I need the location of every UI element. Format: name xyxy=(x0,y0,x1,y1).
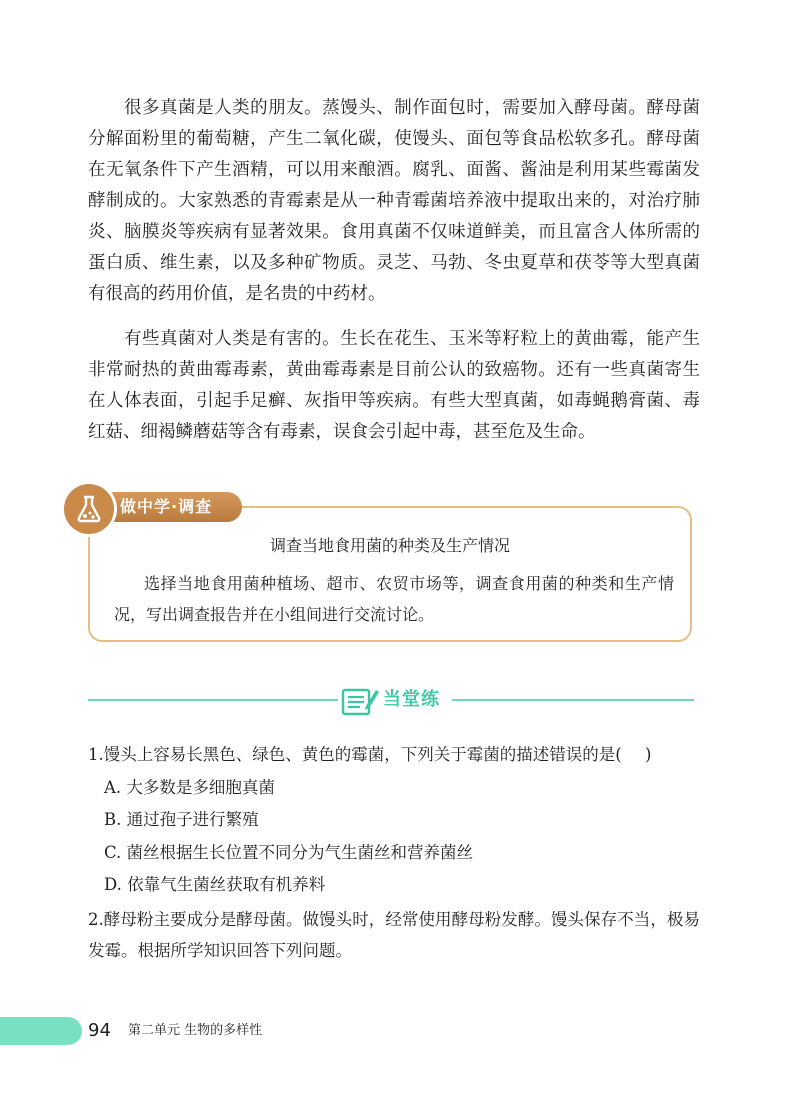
option-a: A. 大多数是多细胞真菌 xyxy=(104,778,275,797)
divider-right xyxy=(452,699,694,701)
option-c: C. 菌丝根据生长位置不同分为气生菌丝和营养菌丝 xyxy=(104,843,474,862)
activity-title: 调查当地食用菌的种类及生产情况 xyxy=(269,536,510,555)
option-d: D. 依靠气生菌丝获取有机养料 xyxy=(104,875,326,894)
activity-tag: 做中学·调查 xyxy=(92,492,242,522)
practice-label: 当堂练 xyxy=(383,689,440,710)
divider-left xyxy=(88,699,338,701)
page-number: 94 xyxy=(88,1020,111,1041)
question-1-stem: 1.馒头上容易长黑色、绿色、黄色的霉菌，下列关于霉菌的描述错误的是( xyxy=(88,745,622,764)
notebook-pencil-icon xyxy=(340,684,380,718)
body-paragraph-2: 有些真菌对人类是有害的。生长在花生、玉米等籽粒上的黄曲霉，能产生非常耐热的黄曲霉毒素，黄曲霉毒素是目前公认的致癌物。还有一些真菌寄生在人体表面，引起手足癣、灰指甲等疾病。有些大型真菌，如毒蝇鹅膏菌、毒红菇、细褐鳞蘑菇等含有毒素，误食会引起中毒，甚至危及生命。 xyxy=(88,329,700,442)
question-1-close-paren: ) xyxy=(645,745,652,764)
question-2: 2.酵母粉主要成分是酵母菌。做馒头时，经常使用酵母粉发酵。馒头保存不当，极易发霉。根据所学知识回答下列问题。 xyxy=(88,910,700,960)
flask-icon xyxy=(64,484,114,534)
activity-text: 选择当地食用菌种植场、超市、农贸市场等，调查食用菌的种类和生产情况，写出调查报告并在小组间进行交流讨论。 xyxy=(114,574,674,624)
unit-title: 第二单元 生物的多样性 xyxy=(128,1023,263,1038)
body-paragraph-1: 很多真菌是人类的朋友。蒸馒头、制作面包时，需要加入酵母菌。酵母菌分解面粉里的葡萄糖，产生二氧化碳，使馒头、面包等食品松软多孔。酵母菌在无氧条件下产生酒精，可以用来酿酒。腐乳、面酱、酱油是利用某些霉菌发酵制成的。大家熟悉的青霉素是从一种青霉菌培养液中提取出来的，对治疗肺炎、脑膜炎等疾病有显著效果。食用真菌不仅味道鲜美，而且富含人体所需的蛋白质、维生素，以及多种矿物质。灵芝、马勃、冬虫夏草和茯苓等大型真菌有很高的药用价值，是名贵的中药材。 xyxy=(88,98,700,304)
footer-bar xyxy=(0,1017,82,1045)
option-b: B. 通过孢子进行繁殖 xyxy=(104,810,259,829)
